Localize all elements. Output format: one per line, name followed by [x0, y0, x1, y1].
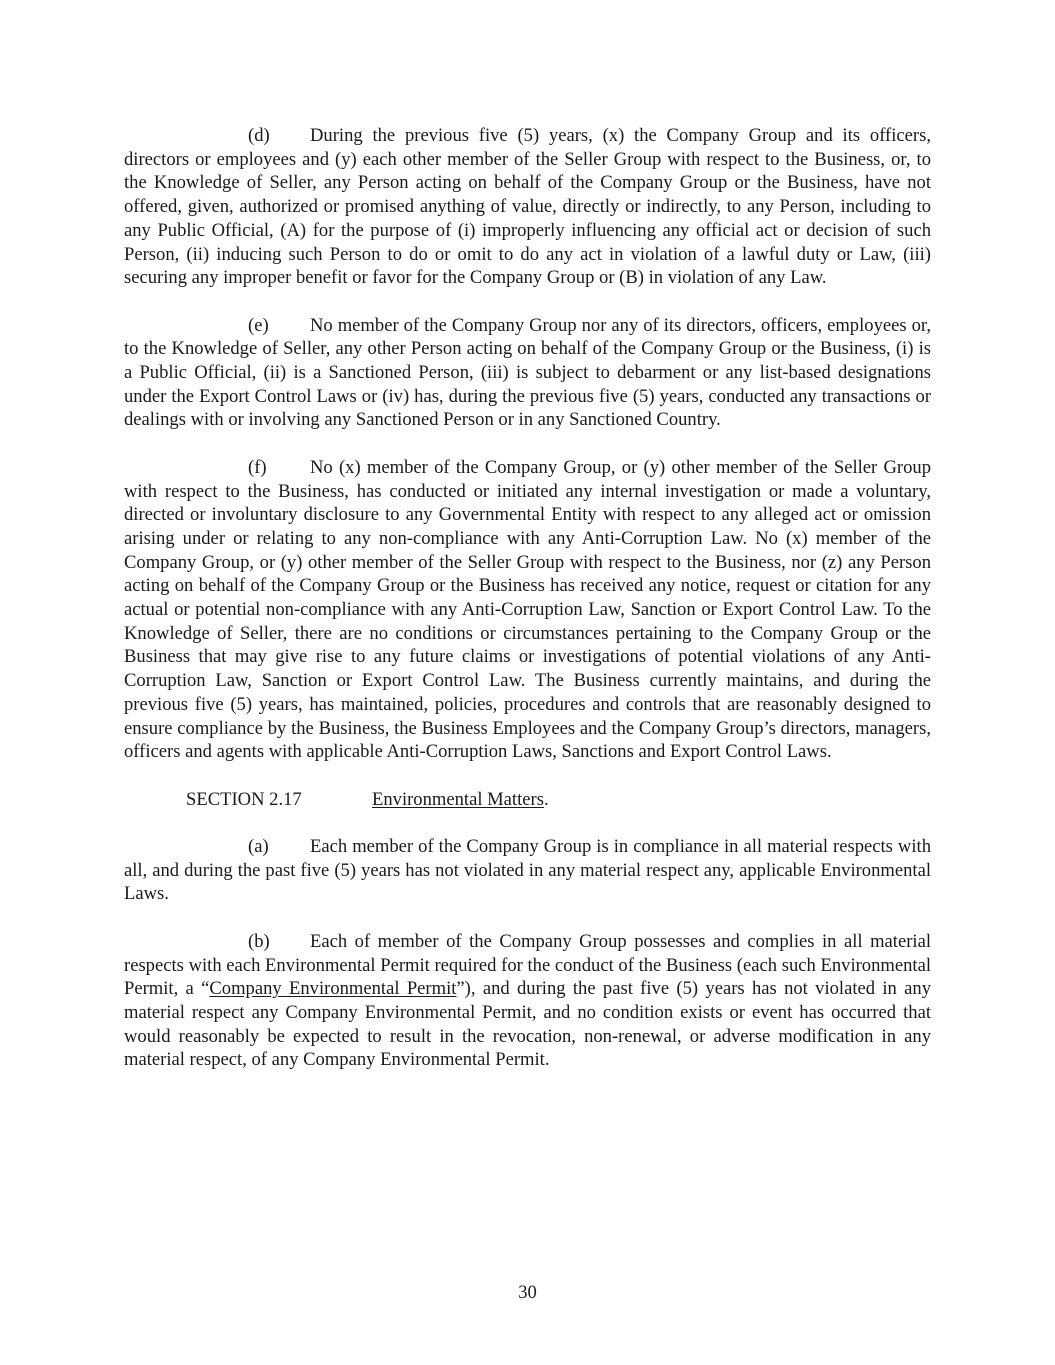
paragraph-e-text: No member of the Company Group nor any of its directors, officers, employees or, to the Knowledge of Seller, any other Person acting on behalf of the Company Group or the Business, (i) is a Public Official, (ii) is a Sanctioned Person, (iii) is subject to debarment or any list-based designations under the Export Control Laws or (iv) has, during the previous five (5) years, conducted any transactions or dealings with or involving any Sanctioned Person or in any Sanctioned Country.: [124, 314, 931, 431]
page-number: 30: [518, 1282, 537, 1303]
section-title: Environmental Matters: [372, 788, 544, 810]
env-paragraph-a-marker: (a): [248, 836, 269, 858]
env-paragraph-b: [124, 930, 931, 1072]
section-number: SECTION 2.17: [186, 788, 302, 810]
defined-term: Company Environmental Permit: [209, 978, 457, 1000]
paragraph-f-text: No (x) member of the Company Group, or (y) other member of the Seller Group with respect to the Business, has conducted or initiated any internal investigation or made a voluntary, directed or involuntary disclosure to any Governmental Entity with respect to any alleged act or omission arising under or relating to any non-compliance with any Anti-Corruption Law. No (x) member of the Company Group, or (y) other member of the Seller Group with respect to the Business, nor (z) any Person acting on behalf of the Company Group or the Business has received any notice, request or citation for any actual or potential non-compliance with any Anti-Corruption Law, Sanction or Export Control Law. To the Knowledge of Seller, there are no conditions or circumstances pertaining to the Company Group or the Business that may give rise to any future claims or investigations of potential violations of any Anti-Corruption Law, Sanction or Export Control Law. The Business currently maintains, and during the previous five (5) years, has maintained, policies, procedures and controls that are reasonably designed to ensure compliance by the Business, the Business Employees and the Company Group’s directors, managers, officers and agents with applicable Anti-Corruption Laws, Sanctions and Export Control Laws.: [124, 456, 931, 763]
env-paragraph-b-text-before: Each of member of the Company Group possesses and complies in all material respects with each Environmental Permit required for the conduct of the Business (each such Environmental Permit, a “: [124, 930, 931, 1000]
paragraph-d: [124, 124, 931, 290]
section-title-suffix: .: [543, 788, 549, 810]
paragraph-f-marker: (f): [248, 456, 267, 478]
paragraph-d-text: During the previous five (5) years, (x) the Company Group and its officers, directors or employees and (y) each other member of the Seller Group with respect to the Business, or, to the Knowledge of Seller, any Person acting on behalf of the Company Group or the Business, have not offered, given, authorized or promised anything of value, directly or indirectly, to any Person, including to any Public Official, (A) for the purpose of (i) improperly influencing any official act or decision of such Person, (ii) inducing such Person to do or omit to do any act in violation of a lawful duty or Law, (iii) securing any improper benefit or favor for the Company Group or (B) in violation of any Law.: [124, 125, 931, 289]
env-paragraph-b-text-after: ”), and during the past five (5) years has not violated in any material respect any Company Environmental Permit, and no condition exists or event has occurred that would reasonably be expected to result in the revocation, non-renewal, or adverse modification in any material respect, of any Company Environmental Permit.: [124, 978, 931, 1071]
env-paragraph-a: [124, 835, 931, 906]
document-page: [124, 124, 931, 1096]
env-paragraph-a-text: Each member of the Company Group is in compliance in all material respects with all, and during the past five (5) years has not violated in any material respect any, applicable Environmental Laws.: [124, 836, 931, 905]
env-paragraph-b-marker: (b): [248, 930, 270, 952]
paragraph-e: [124, 314, 931, 433]
section-heading: [124, 788, 931, 812]
paragraph-f: [124, 456, 931, 764]
paragraph-e-marker: (e): [248, 314, 269, 336]
paragraph-d-marker: (d): [248, 125, 270, 146]
